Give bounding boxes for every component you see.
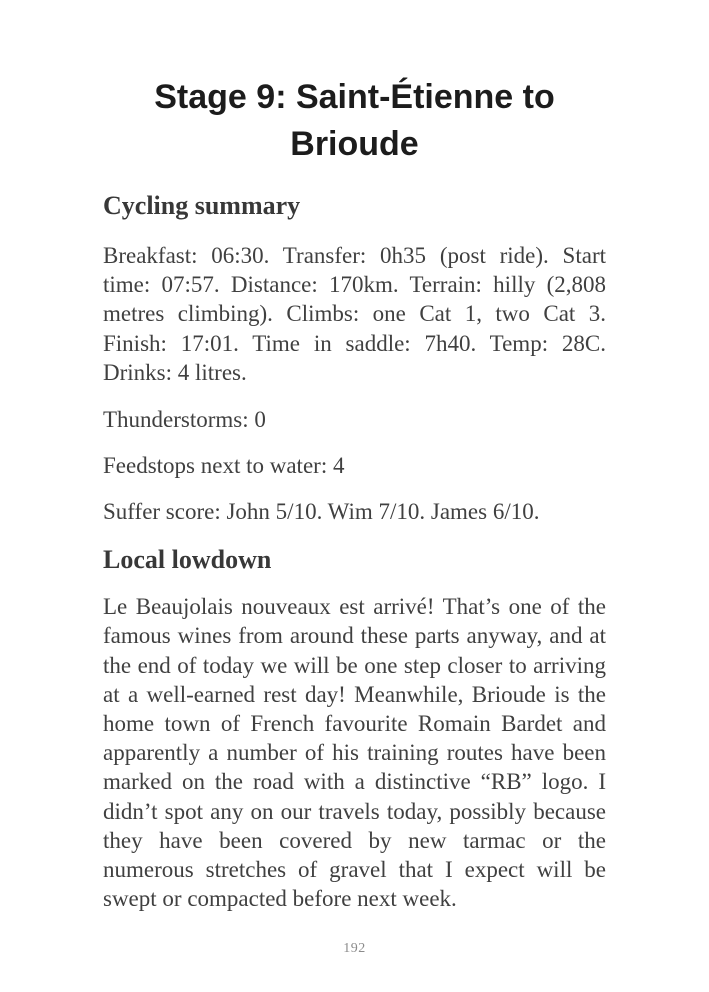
text-line: home town of French favourite Romain Bardet and <box>103 710 606 736</box>
page-number: 192 <box>343 941 366 957</box>
local-lowdown-paragraph <box>103 592 606 913</box>
thunderstorms-line: Thunderstorms: 0 <box>103 407 266 433</box>
page-title-line-2: Brioude <box>290 125 419 163</box>
text-line: Le Beaujolais nouveaux est arrivé! That’s one of the <box>103 594 606 620</box>
section-heading-local-lowdown: Local lowdown <box>103 544 272 574</box>
text-line: didn’t spot any on our travels today, possibly because <box>103 798 606 824</box>
text-line: famous wines from around these parts anyway, and at <box>103 623 606 649</box>
text-line: numerous stretches of gravel that I expect will be <box>103 856 606 882</box>
page-title-line-1: Stage 9: Saint-Étienne to <box>154 78 555 116</box>
text-line: time: 07:57. Distance: 170km. Terrain: hilly (2,808 <box>103 272 606 298</box>
book-page <box>103 0 606 957</box>
text-line: apparently a number of his training routes have been <box>103 740 606 766</box>
text-line: Breakfast: 06:30. Transfer: 0h35 (post ride). Start <box>103 243 606 268</box>
section-heading-cycling-summary: Cycling summary <box>103 191 301 220</box>
text-line: swept or compacted before next week. <box>103 886 457 912</box>
suffer-score-line: Suffer score: John 5/10. Wim 7/10. James 6/10. <box>103 499 540 525</box>
page-title <box>103 74 606 168</box>
text-line: the end of today we will be one step closer to arriving <box>103 652 606 678</box>
text-line: Drinks: 4 litres. <box>103 359 247 385</box>
text-line: at a well-earned rest day! Meanwhile, Brioude is the <box>103 681 606 707</box>
text-line: metres climbing). Climbs: one Cat 1, two Cat 3. <box>103 301 606 327</box>
feedstops-line: Feedstops next to water: 4 <box>103 453 345 479</box>
text-line: marked on the road with a distinctive “RB” logo. I <box>103 769 606 795</box>
text-line: Finish: 17:01. Time in saddle: 7h40. Temp: 28C. <box>103 330 606 356</box>
cycling-summary-paragraph <box>103 241 606 387</box>
text-line: they have been covered by new tarmac or the <box>103 827 606 853</box>
